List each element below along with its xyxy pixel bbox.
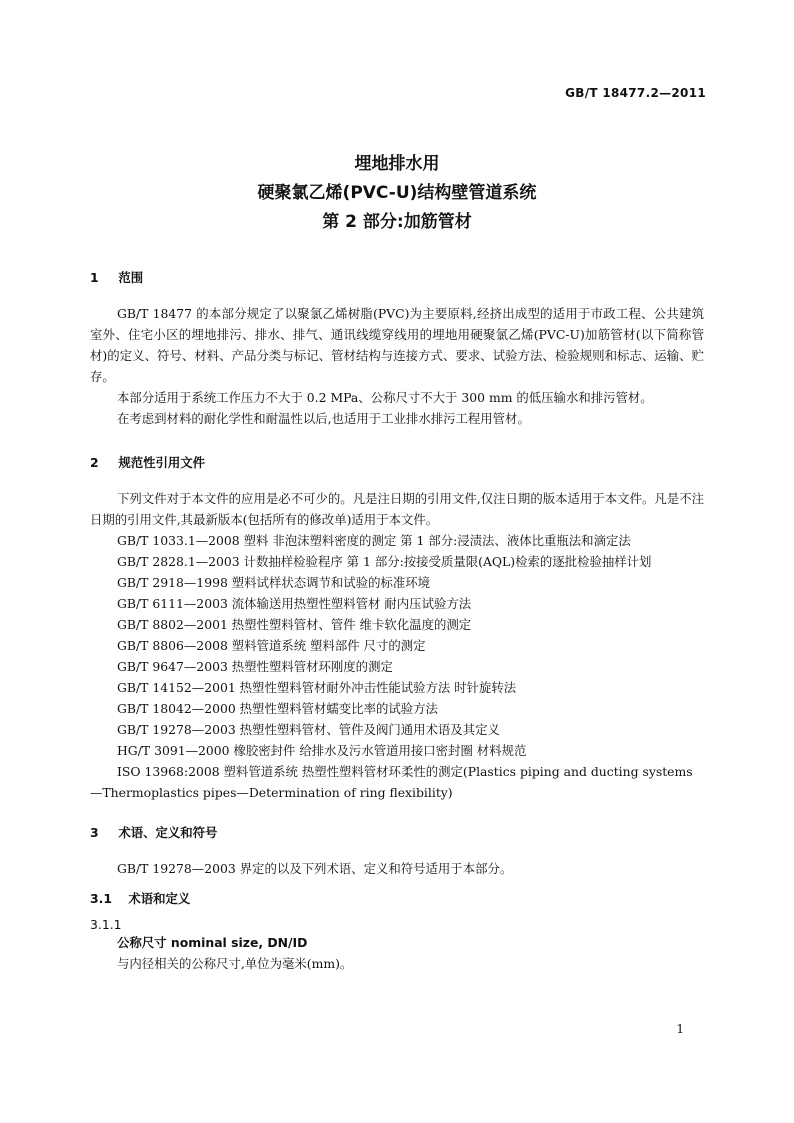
reference-item: GB/T 18042—2000 热塑性塑料管材蠕变比率的试验方法	[117, 701, 438, 716]
subsection-3-1-heading	[90, 889, 704, 907]
section-3-heading	[90, 823, 704, 841]
section-title: 范围	[118, 270, 144, 285]
title-line-2: 硬聚氯乙烯(PVC-U)结构壁管道系统	[257, 183, 537, 203]
section-title: 术语、定义和符号	[118, 825, 218, 840]
reference-item: GB/T 2918—1998 塑料试样状态调节和试验的标准环境	[117, 575, 431, 590]
paragraph: 在考虑到材料的耐化学性和耐温性以后,也适用于工业排水排污工程用管材。	[117, 411, 530, 426]
section-number: 1	[90, 270, 99, 285]
paragraph: GB/T 19278—2003 界定的以及下列术语、定义和符号适用于本部分。	[117, 861, 513, 876]
section-number: 2	[90, 455, 99, 470]
standard-number: GB/T 18477.2—2011	[565, 86, 706, 100]
reference-item: GB/T 2828.1—2003 计数抽样检验程序 第 1 部分:按接受质量限(AQL)检索的逐批检验抽样计划	[117, 554, 652, 569]
subsection-number: 3.1	[90, 891, 112, 906]
reference-item: HG/T 3091—2000 橡胶密封件 给排水及污水管道用接口密封圈 材料规范	[117, 743, 527, 758]
section-1-heading	[90, 268, 704, 286]
reference-item: GB/T 8806—2008 塑料管道系统 塑料部件 尺寸的测定	[117, 638, 426, 653]
paragraph: 下列文件对于本文件的应用是必不可少的。凡是注日期的引用文件,仅注日期的版本适用于本文件。凡是不注日期的引用文件,其最新版本(包括所有的修改单)适用于本文件。	[90, 491, 704, 527]
section-number: 3	[90, 825, 99, 840]
document-body	[90, 268, 704, 974]
reference-item: GB/T 8802—2001 热塑性塑料管材、管件 维卡软化温度的测定	[117, 617, 472, 632]
reference-item: GB/T 6111—2003 流体输送用热塑性塑料管材 耐内压试验方法	[117, 596, 472, 611]
reference-item: GB/T 19278—2003 热塑性塑料管材、管件及阀门通用术语及其定义	[117, 722, 500, 737]
title-line-3: 第 2 部分:加筋管材	[322, 212, 472, 232]
section-title: 规范性引用文件	[118, 455, 206, 470]
paragraph: GB/T 18477 的本部分规定了以聚氯乙烯树脂(PVC)为主要原料,经挤出成型的适用于市政工程、公共建筑室外、住宅小区的埋地排污、排水、排气、通讯线缆穿线用的埋地用硬聚氯乙烯(PVC-U)加筋管材(以下简称管材)的定义、符号、材料、产品分类与标记、管材结构与连接方式、要求、试验方法、检验规则和标志、运输、贮存。	[90, 306, 704, 384]
document-title	[0, 150, 794, 237]
reference-item: GB/T 14152—2001 热塑性塑料管材耐外冲击性能试验方法 时针旋转法	[117, 680, 517, 695]
paragraph: 本部分适用于系统工作压力不大于 0.2 MPa、公称尺寸不大于 300 mm 的低压输水和排污管材。	[117, 390, 653, 405]
term-definition: 与内径相关的公称尺寸,单位为毫米(mm)。	[117, 956, 353, 971]
section-2-heading	[90, 453, 704, 471]
term-number: 3.1.1	[90, 917, 122, 932]
subsection-title: 术语和定义	[128, 891, 191, 906]
reference-item: GB/T 9647—2003 热塑性塑料管材环刚度的测定	[117, 659, 393, 674]
page-number: 1	[676, 1022, 684, 1036]
reference-item: GB/T 1033.1—2008 塑料 非泡沫塑料密度的测定 第 1 部分:浸渍法、液体比重瓶法和滴定法	[117, 533, 631, 548]
term-name: 公称尺寸 nominal size, DN/ID	[117, 935, 308, 950]
title-line-1: 埋地排水用	[354, 154, 440, 174]
reference-item: ISO 13968:2008 塑料管道系统 热塑性塑料管材环柔性的测定(Plastics piping and ducting systems—Thermoplastics pipes—Determination of ring flexibility)	[90, 764, 693, 800]
